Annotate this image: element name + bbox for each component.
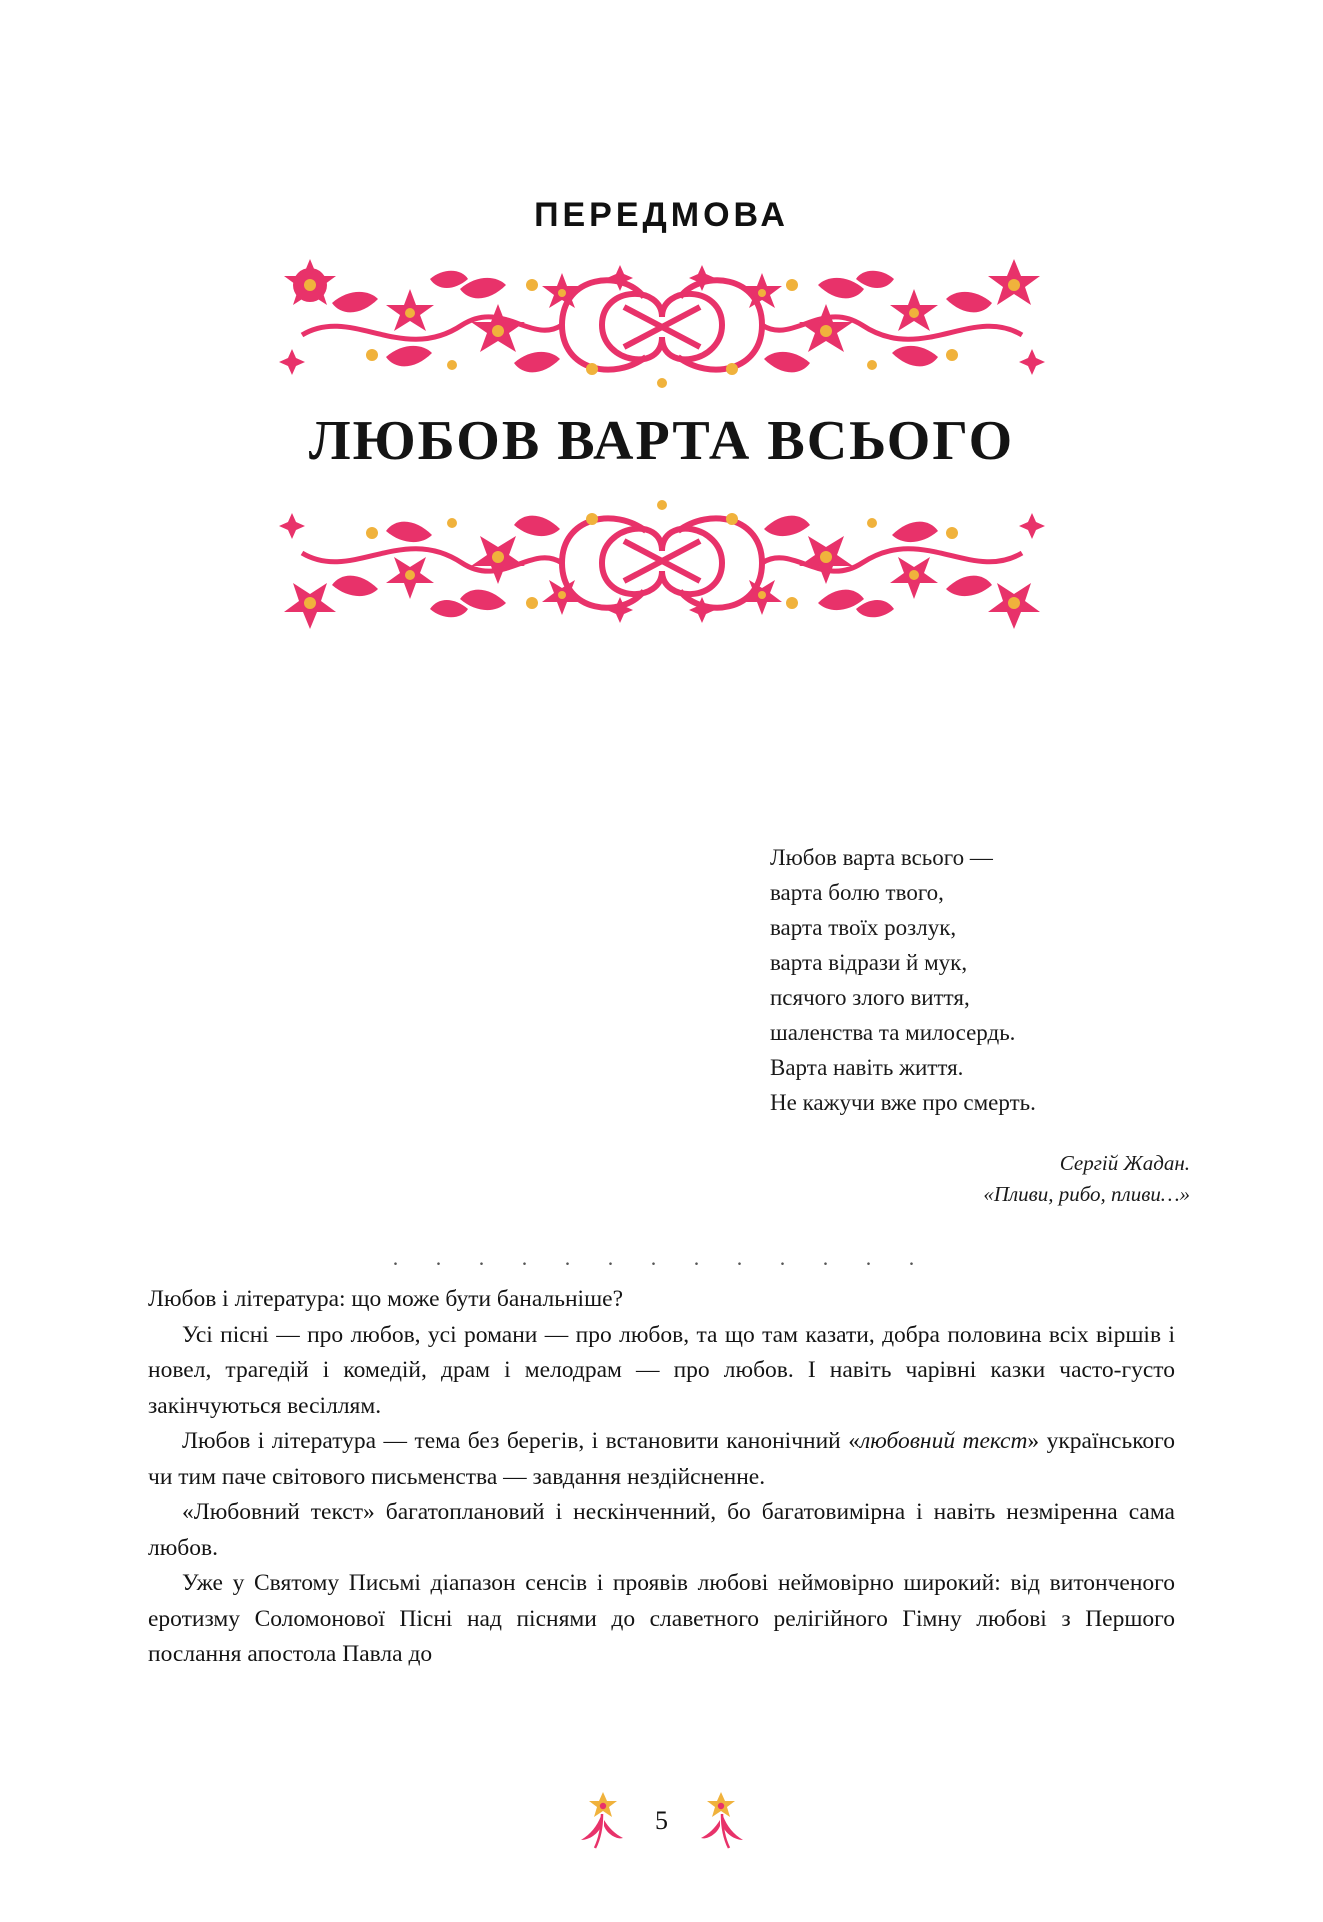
flower-right-icon <box>693 1790 751 1852</box>
page-number: 5 <box>655 1806 668 1835</box>
epigraph-line: варта відрази й мук, <box>770 950 968 975</box>
epigraph-line: псячого злого виття, <box>770 985 970 1010</box>
floral-ornament-top-icon <box>262 245 1062 405</box>
epigraph-line: шаленства та милосердь. <box>770 1020 1016 1045</box>
ornament-top-wrap <box>262 245 1062 405</box>
epigraph <box>770 840 1190 1210</box>
body-text <box>148 1282 1175 1673</box>
ornament-bottom-wrap <box>262 483 1062 643</box>
epigraph-line: Не кажучи вже про смерть. <box>770 1090 1036 1115</box>
paragraph: Любов і література: що може бути банальніше? <box>148 1286 624 1312</box>
flower-left-icon <box>573 1790 631 1852</box>
dotted-separator: . . . . . . . . . . . . . <box>392 1245 931 1270</box>
paragraph: Уже у Святому Письмі діапазон сенсів і проявів любові неймовірно широкий: від витонченого еротизму Соломонової Пісні над піснями до славетного релігійного Гімну любові з Першого послання апостола Павла до <box>148 1570 1175 1667</box>
floral-ornament-bottom-icon <box>262 483 1062 643</box>
chapter-label: ПЕРЕДМОВА <box>534 196 789 234</box>
epigraph-attribution <box>770 1148 1190 1210</box>
epigraph-line: варта болю твого, <box>770 880 944 905</box>
paragraph: Любов і література — тема без берегів, і встановити канонічний «любовний текст» українського чи тим паче світового письменства — завдання нездійсненне. <box>148 1428 1175 1490</box>
page-footer <box>0 1786 1323 1856</box>
epigraph-line: Варта навіть життя. <box>770 1055 964 1080</box>
epigraph-author: Сергій Жадан. <box>1059 1151 1190 1175</box>
epigraph-line: варта твоїх розлук, <box>770 915 957 940</box>
epigraph-line: Любов варта всього — <box>770 845 993 870</box>
paragraph: «Любовний текст» багатоплановий і нескінченний, бо багатовимірна і навіть незміренна сама любов. <box>148 1499 1175 1561</box>
page-title: ЛЮБОВ ВАРТА ВСЬОГО <box>308 410 1015 472</box>
epigraph-source: «Пливи, рибо, пливи…» <box>983 1182 1190 1206</box>
paragraph: Усі пісні — про любов, усі романи — про любов, та що там казати, добра половина всіх віршів і новел, трагедій і комедій, драм і мелодрам — про любов. І навіть чарівні казки часто-густо закінчуються весіллям. <box>148 1321 1175 1419</box>
